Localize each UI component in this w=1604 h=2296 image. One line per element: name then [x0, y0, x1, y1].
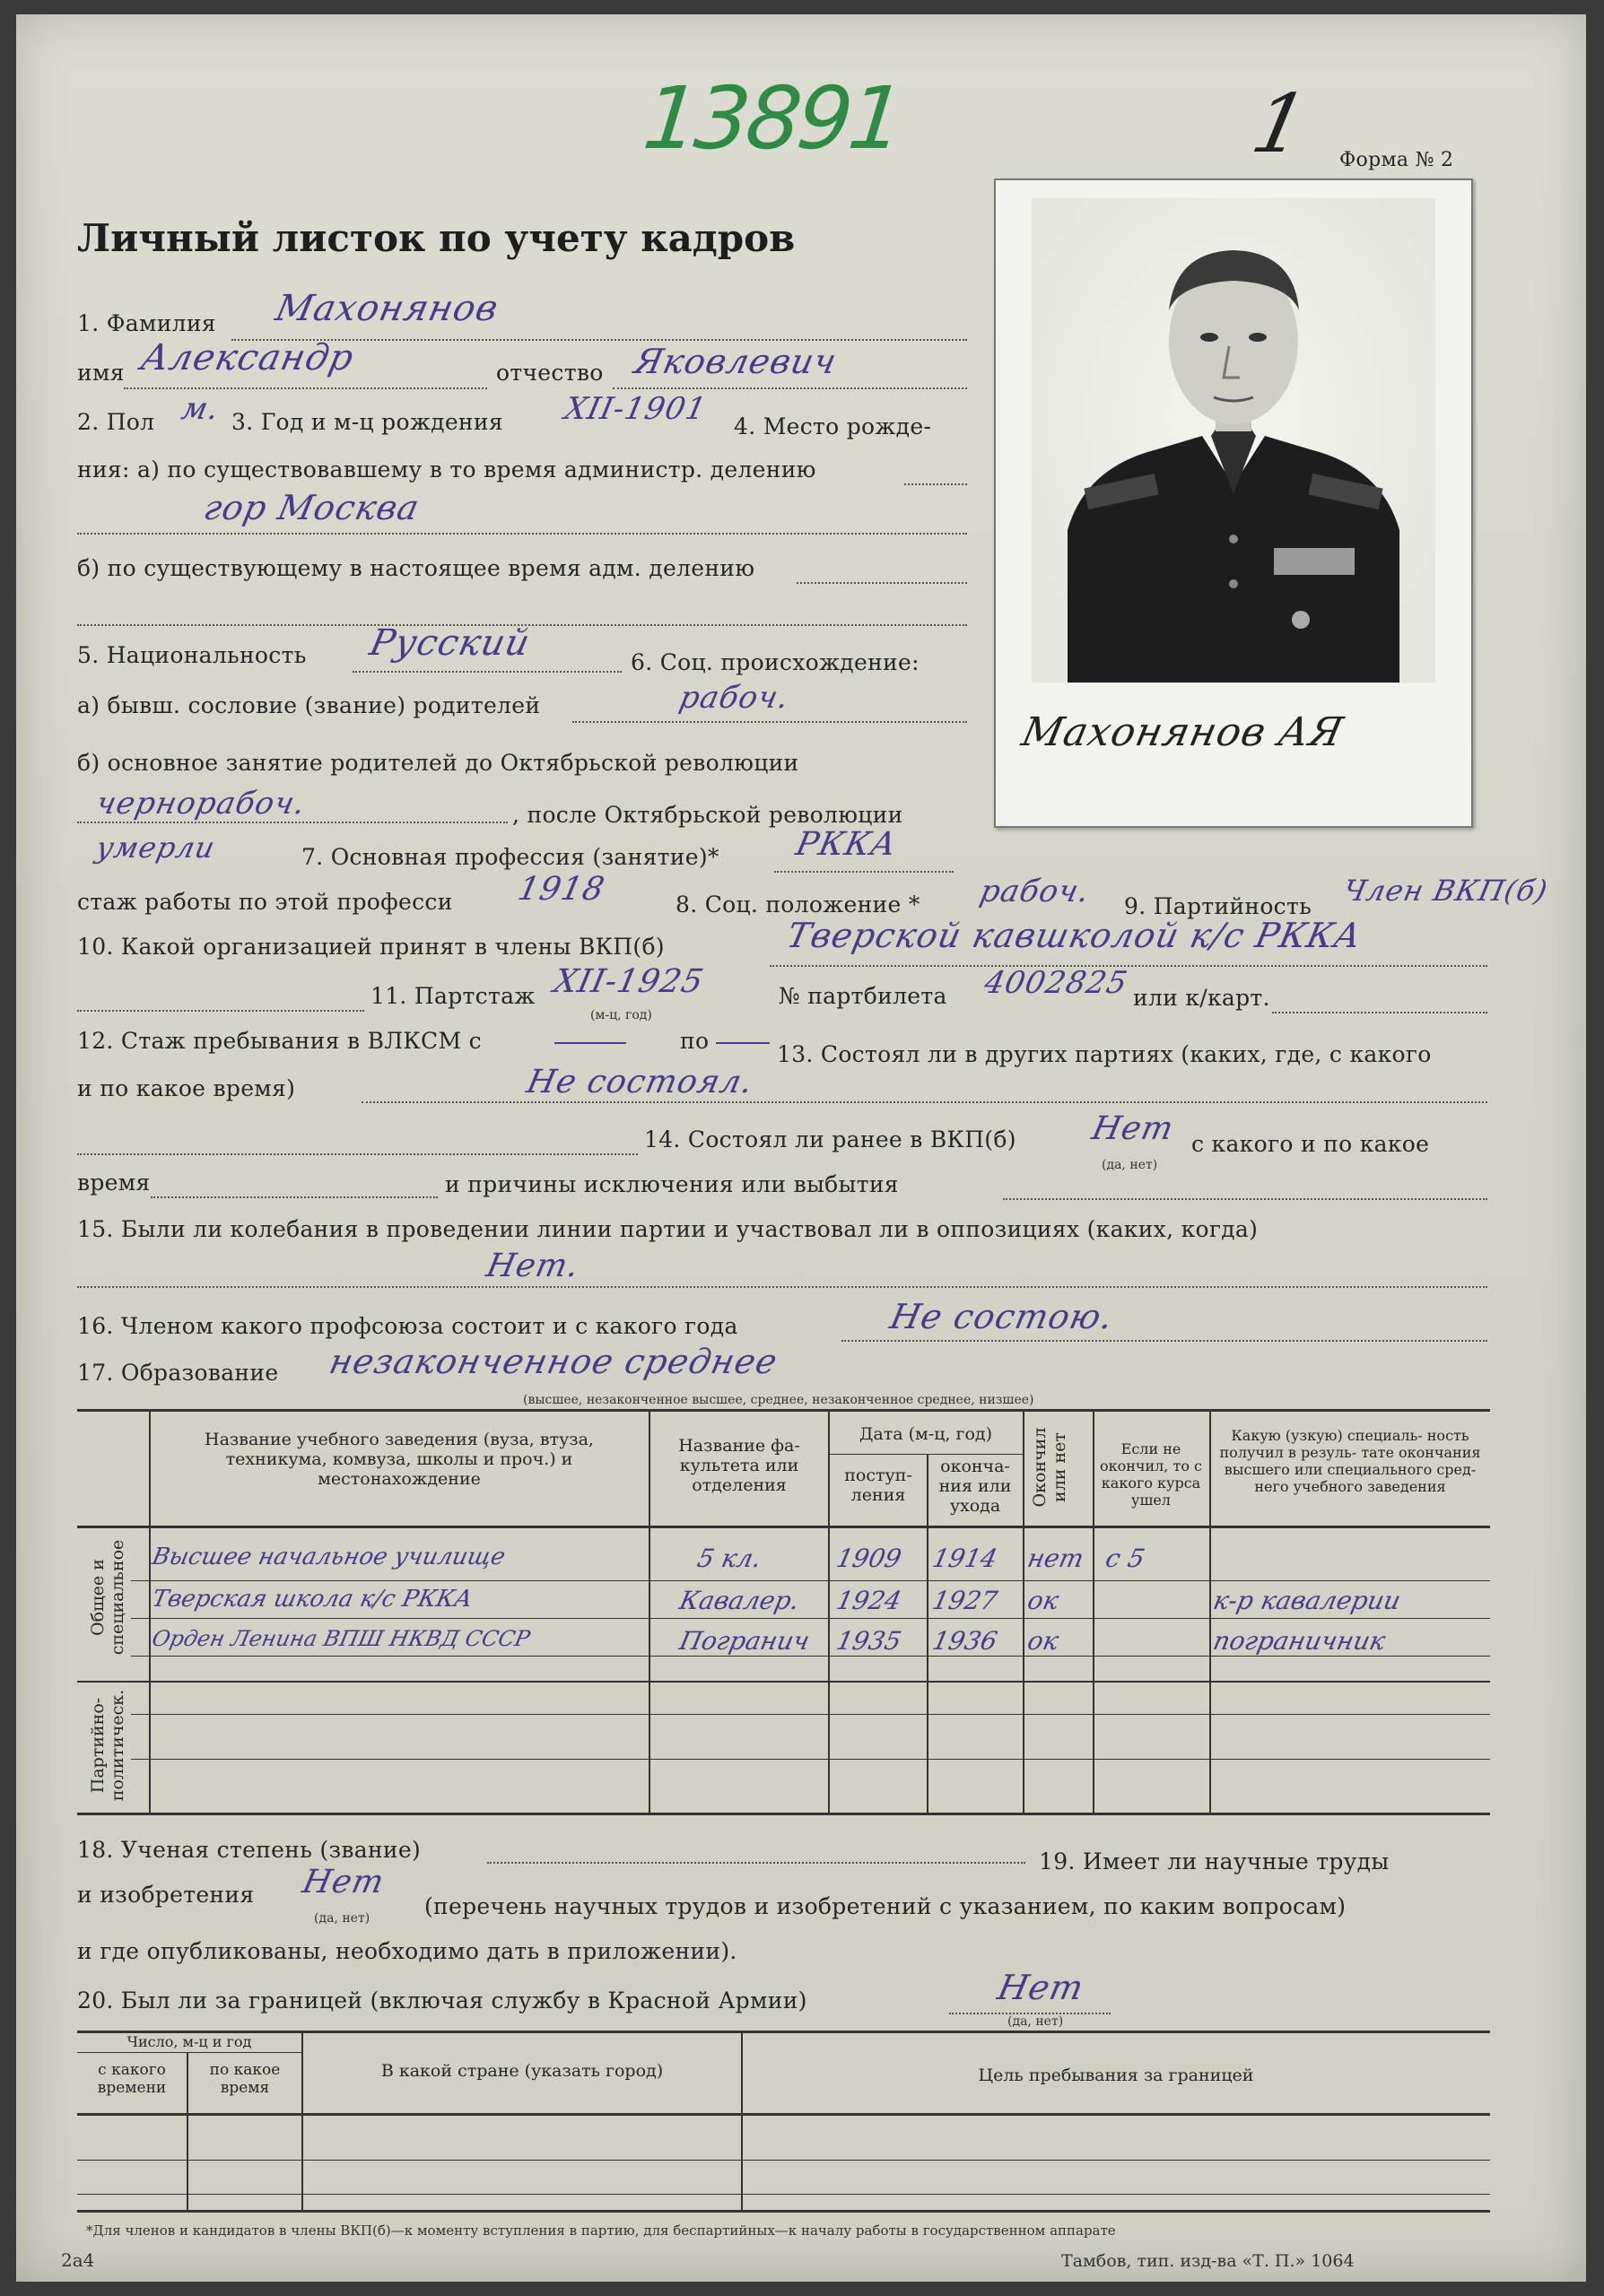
edu-date-divider — [828, 1454, 1023, 1455]
komsomol-label: 12. Стаж пребывания в ВЛКСМ с — [77, 1028, 482, 1054]
abroad-date-divider — [77, 2052, 301, 2053]
birthplace-a-value: гор Москва — [200, 488, 423, 527]
edu-row-1-end: 1914 — [929, 1544, 1000, 1573]
opposition-label: 15. Были ли колебания в проведении линии партии и участвовал ли в оппозициях (каких, когда) — [77, 1216, 1259, 1242]
sex-value: м. — [178, 391, 223, 427]
birth-date-value: XII-1901 — [561, 391, 710, 427]
social-origin-label: 6. Соц. происхождение: — [631, 649, 920, 675]
profession-value: РККА — [792, 826, 901, 863]
edu-row-line — [131, 1714, 1490, 1715]
inventions-label: и изобретения — [77, 1882, 255, 1908]
komsomol-to-label: по — [680, 1028, 710, 1054]
party-tenure-label: 11. Партстаж — [370, 983, 536, 1009]
abroad-col-country: В какой стране (указать город) — [380, 2061, 664, 2081]
abroad-label: 20. Был ли за границей (включая службу в Красной Армии) — [77, 1987, 807, 2013]
edu-group-general: Общее и специальное — [88, 1539, 127, 1656]
edu-row-line — [131, 1618, 1490, 1619]
abroad-value: Нет — [994, 1968, 1088, 2007]
edu-col-faculty: Название фа- культета или отделения — [678, 1436, 800, 1495]
edu-group-divider — [77, 1681, 1490, 1683]
abroad-date-header: Число, м-ц и год — [126, 2033, 252, 2050]
work-experience-label: стаж работы по этой професси — [77, 889, 453, 915]
works-label: 19. Имеет ли научные труды — [1039, 1848, 1390, 1874]
sex-label: 2. Пол — [77, 409, 155, 435]
abroad-col-line — [301, 2031, 303, 2210]
degree-label: 18. Ученая степень (звание) — [77, 1837, 422, 1863]
parents-occupation-label: б) основное занятие родителей до Октябрьской революции — [77, 750, 799, 776]
surname-label: 1. Фамилия — [77, 310, 216, 336]
education-label: 17. Образование — [77, 1360, 279, 1386]
page-title: Личный листок по учету кадров — [77, 216, 796, 260]
party-card-value: 4002825 — [981, 965, 1131, 1001]
printer-imprint: Тамбов, тип. изд-ва «Т. П.» 1064 — [1061, 2251, 1355, 2271]
education-hint: (высшее, незаконченное высшее, среднее, незаконченное среднее, низшее) — [523, 1393, 1034, 1407]
edu-row-2-specialty: к-р кавалерии — [1210, 1586, 1404, 1615]
exclusion-label: и причины исключения или выбытия — [445, 1171, 899, 1197]
exclusion-line — [1003, 1198, 1487, 1200]
prev-party-time-line — [151, 1196, 438, 1198]
name-value: Александр — [137, 337, 358, 378]
patronymic-label: отчество — [496, 360, 604, 386]
abroad-col-from: с какого времени — [97, 2061, 167, 2097]
other-parties-value: Не состоял. — [523, 1064, 757, 1100]
patronymic-value: Яковлевич — [631, 342, 841, 381]
birthplace-a-label: ния: а) по существовавшему в то время администр. делению — [77, 457, 816, 483]
edu-row-3-specialty: пограничник — [1210, 1626, 1389, 1656]
edu-col-line — [1023, 1409, 1024, 1813]
abroad-col-purpose: Цель пребывания за границей — [978, 2066, 1254, 2085]
edu-table-bottom — [77, 1813, 1490, 1815]
edu-row-2-faculty: Кавалер. — [676, 1586, 803, 1615]
edu-row-3-name: Орден Ленина ВПШ НКВД СССР — [150, 1626, 533, 1651]
edu-row-2-finished: ок — [1024, 1586, 1062, 1615]
edu-col-specialty: Какую (узкую) специаль- ность получил в резуль- тате окончания высшего или специального сред- него учебного заведения — [1219, 1427, 1481, 1495]
edu-group-political: Партийно- политическ. — [88, 1689, 127, 1802]
parents-before-value: чернорабоч. — [92, 786, 309, 822]
patronymic-line — [613, 387, 967, 389]
name-label: имя — [77, 360, 125, 386]
edu-col-line — [649, 1409, 650, 1813]
estate-label: а) бывш. сословие (звание) родителей — [77, 692, 541, 718]
trade-union-label: 16. Членом какого профсоюза состоит и с какого года — [77, 1313, 738, 1339]
abroad-hint: (да, нет) — [1007, 2014, 1064, 2029]
edu-row-3-faculty: Погранич — [676, 1626, 813, 1656]
abroad-line — [949, 2013, 1111, 2014]
prev-party-label: 14. Состоял ли ранее в ВКП(б) — [644, 1126, 1016, 1152]
edu-row-1-name: Высшее начальное училище — [149, 1544, 508, 1570]
party-org-value: Тверской кавшколой к/с РККА — [783, 916, 1366, 955]
party-tenure-value: XII-1925 — [550, 963, 708, 1000]
portrait-photo — [1032, 198, 1435, 683]
nationality-line — [353, 671, 622, 673]
work-experience-value: 1918 — [514, 871, 608, 908]
abroad-header-bottom — [77, 2113, 1490, 2116]
birth-date-label: 3. Год и м-ц рождения — [231, 409, 503, 435]
form-number: Форма № 2 — [1339, 149, 1454, 171]
prev-party-hint: (да, нет) — [1102, 1158, 1158, 1172]
photo-card — [994, 178, 1473, 828]
candidate-card-label: или к/карт. — [1133, 985, 1270, 1011]
birthplace-b-label: б) по существующему в настоящее время адм. делению — [77, 555, 755, 581]
other-parties-time-label: и по какое время) — [77, 1075, 296, 1101]
opposition-line — [77, 1286, 1487, 1288]
edu-row-3-finished: ок — [1024, 1626, 1062, 1656]
party-tenure-hint: (м-ц, год) — [590, 1008, 652, 1022]
edu-col-date: Дата (м-ц, год) — [859, 1424, 993, 1444]
prev-party-time-label: время — [77, 1170, 151, 1196]
edu-row-line — [131, 1759, 1490, 1760]
abroad-col-to: по какое время — [209, 2061, 281, 2097]
party-org-line-2 — [77, 1010, 364, 1012]
candidate-card-line — [1272, 1012, 1487, 1013]
footer-left-code: 2а4 — [61, 2249, 95, 2271]
abroad-row-line — [77, 2194, 1490, 2195]
komsomol-to-dash — [716, 1042, 770, 1044]
parents-after-label: , после Октябрьской революции — [512, 802, 903, 828]
party-value: Член ВКП(б) — [1339, 874, 1552, 908]
edu-table-header-bottom — [77, 1526, 1490, 1528]
abroad-col-line — [187, 2052, 188, 2210]
form-sheet — [16, 14, 1586, 2282]
birthplace-a-line — [77, 533, 967, 535]
edu-table-top — [77, 1409, 1490, 1412]
parents-after-value: умерли — [92, 831, 219, 865]
abroad-row-line — [77, 2160, 1490, 2161]
komsomol-from-dash — [554, 1042, 626, 1044]
edu-row-1-finished: нет — [1024, 1544, 1087, 1573]
trade-union-line — [841, 1340, 1487, 1342]
party-card-label: № партбилета — [779, 983, 947, 1009]
inventions-note: (перечень научных трудов и изобретений с указанием, по каким вопросам) — [424, 1893, 1347, 1919]
estate-line — [572, 721, 967, 723]
edu-row-2-end: 1927 — [929, 1586, 1000, 1615]
social-status-value: рабоч. — [976, 874, 1094, 909]
photo-signature: Махонянов АЯ — [1017, 709, 1348, 755]
opposition-value: Нет. — [483, 1248, 583, 1284]
inventions-value: Нет — [299, 1864, 388, 1900]
degree-line — [487, 1862, 1025, 1864]
birthplace-label: 4. Место рожде- — [734, 413, 932, 439]
edu-row-2-name: Тверская школа к/с РККА — [149, 1586, 475, 1613]
inventions-note-2: и где опубликованы, необходимо дать в приложении). — [77, 1938, 737, 1964]
edu-col-end: оконча- ния или ухода — [938, 1457, 1012, 1516]
profession-line — [774, 871, 954, 873]
birthplace-b-line-end — [797, 582, 967, 584]
edu-col-line — [828, 1409, 830, 1813]
edu-col-name: Название учебного заведения (вуза, втуза, техникума, комвуза, школы и проч.) и местонахождение — [205, 1430, 594, 1489]
parents-before-line — [77, 822, 508, 823]
archive-number-stamp: 13891 — [639, 68, 906, 169]
inventions-hint: (да, нет) — [314, 1911, 370, 1926]
prev-party-line — [77, 1153, 638, 1155]
edu-row-2-start: 1924 — [833, 1586, 904, 1615]
party-org-label: 10. Какой организацией принят в члены ВКП(б) — [77, 934, 665, 960]
edu-col-line — [1093, 1409, 1094, 1813]
edu-row-line — [131, 1656, 1490, 1657]
edu-row-3-end: 1936 — [929, 1626, 1000, 1656]
prev-party-value: Нет — [1088, 1110, 1178, 1147]
nationality-label: 5. Национальность — [77, 642, 307, 668]
surname-value: Махонянов — [272, 288, 502, 329]
edu-row-1-course: с 5 — [1103, 1544, 1147, 1573]
education-value: незаконченное среднее — [326, 1342, 782, 1381]
other-parties-line — [362, 1101, 1487, 1103]
prev-party-period-label: с какого и по какое — [1191, 1131, 1430, 1157]
nationality-value: Русский — [366, 622, 535, 664]
birthplace-a-line-end — [904, 483, 967, 485]
edu-col-line — [927, 1454, 928, 1813]
footnote: *Для членов и кандидатов в члены ВКП(б)—к моменту вступления в партию, для беспартийных—к началу работы в государственном аппарате — [86, 2222, 1116, 2239]
edu-row-3-start: 1935 — [833, 1626, 904, 1656]
profession-label: 7. Основная профессия (занятие)* — [301, 844, 719, 870]
party-label: 9. Партийность — [1124, 893, 1312, 919]
estate-value: рабоч. — [676, 680, 793, 716]
abroad-table-bottom — [77, 2210, 1490, 2213]
edu-col-course: Если не окончил, то с какого курса ушел — [1099, 1440, 1203, 1509]
edu-row-1-faculty: 5 кл. — [694, 1544, 764, 1573]
name-line — [124, 387, 487, 389]
edu-col-finished: Окончил или нет — [1030, 1427, 1069, 1508]
edu-col-start: поступ- ления — [844, 1465, 912, 1505]
other-parties-label: 13. Состоял ли в других партиях (каких, где, с какого — [777, 1041, 1432, 1067]
abroad-col-line — [741, 2031, 743, 2210]
edu-row-line — [131, 1580, 1490, 1581]
page-mark: 1 — [1243, 77, 1317, 171]
social-status-label: 8. Соц. положение * — [676, 891, 920, 918]
edu-row-1-start: 1909 — [833, 1544, 904, 1573]
trade-union-value: Не состою. — [886, 1297, 1118, 1336]
